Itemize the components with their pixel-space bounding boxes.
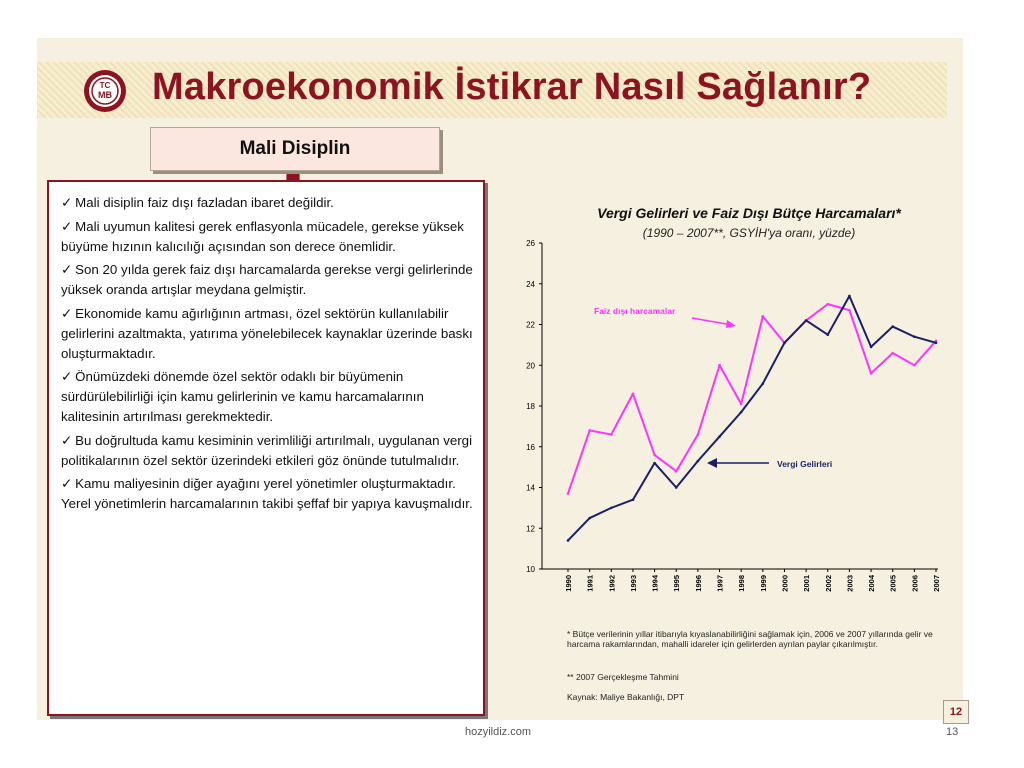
x-tick-label: 1995 [672, 575, 682, 592]
bullet-item: ✓ Son 20 yılda gerek faiz dışı harcamalarda gerekse vergi gelirlerinde yüksek oranda artışlar meydana gelmiştir. [61, 262, 473, 298]
footer-source: hozyildiz.com [465, 726, 532, 738]
y-tick-label: 26 [526, 239, 535, 248]
checkmark-icon: ✓ [61, 262, 73, 278]
y-tick-label: 22 [526, 320, 535, 330]
data-point [891, 352, 894, 355]
section-label-box [150, 127, 440, 171]
line-chart [522, 236, 942, 626]
svg-text:MB: MB [98, 90, 112, 100]
arrow-head-icon [707, 458, 717, 468]
x-tick-label: 2005 [888, 575, 898, 592]
bullet-text-box [47, 180, 485, 716]
footnote-budget: * Bütçe verilerinin yıllar itibarıyla kıyaslanabilirliğini sağlamak için, 2006 ve 2007 yıllarında gelir ve harcama rakamlarından, mahalli idareler için gelirlerden ayrılan paylar çıkarılmıştır. [567, 629, 933, 649]
section-label: Mali Disiplin [239, 138, 351, 159]
data-point [697, 460, 700, 463]
bullet-item: ✓ Önümüzdeki dönemde özel sektör odaklı bir büyümenin sürdürülebilirliği için kamu gelirlerinin ve kamu harcamalarının kalitesinin artırılması gerekmektedir. [61, 369, 424, 424]
y-tick-label: 14 [526, 483, 535, 493]
x-tick-label: 1997 [715, 575, 725, 592]
x-tick-label: 2003 [845, 575, 855, 592]
y-tick-label: 20 [526, 361, 535, 371]
data-point [826, 303, 829, 306]
x-tick-label: 1996 [693, 575, 703, 592]
data-point [675, 486, 678, 489]
chart-title: Vergi Gelirleri ve Faiz Dışı Bütçe Harcamaları* [597, 205, 901, 221]
data-point [848, 309, 851, 312]
footer-page-number: 13 [946, 726, 959, 738]
series-label-arrow [692, 318, 732, 325]
x-tick-label: 1992 [607, 575, 617, 592]
bullet-item: ✓ Ekonomide kamu ağırlığının artması, özel sektörün kullanılabilir gelirlerini azaltmakta, yatırıma yönelebilecek kaynaklar üzerinde baskı oluşturmaktadır. [61, 305, 473, 361]
data-point [783, 342, 786, 345]
y-tick-label: 10 [526, 565, 535, 574]
bullet-item: ✓ Bu doğrultuda kamu kesiminin verimliliği artırılmalı, uygulanan vergi politikalarının özel sektör üzerindeki etkileri göz önünde tutulmalıdır. [61, 432, 473, 468]
x-tick-label: 2000 [780, 575, 790, 592]
data-point [718, 435, 721, 438]
x-tick-label: 1998 [737, 575, 747, 592]
x-tick-label: 1994 [650, 575, 660, 592]
x-tick-label: 2002 [823, 575, 833, 592]
data-point [935, 342, 938, 345]
footnote-estimate: ** 2007 Gerçekleşme Tahmini [567, 672, 679, 682]
data-point [610, 507, 613, 510]
data-point [848, 295, 851, 298]
checkmark-icon: ✓ [61, 195, 73, 210]
y-tick-label: 24 [526, 279, 535, 289]
data-point [588, 429, 591, 432]
data-point [632, 392, 635, 395]
slide-title: Makroekonomik İstikrar Nasıl Sağlanır? [152, 66, 872, 108]
data-point [740, 403, 743, 406]
tcmb-logo-icon [82, 68, 128, 114]
data-point [567, 539, 570, 542]
data-point [891, 325, 894, 328]
data-point [805, 319, 808, 322]
data-point [610, 433, 613, 436]
chart-subtitle: (1990 – 2007**, GSYİH'ya oranı, yüzde) [642, 226, 856, 240]
x-tick-label: 1990 [564, 575, 573, 592]
checkmark-icon: ✓ [61, 432, 73, 448]
checkmark-icon: ✓ [61, 369, 73, 385]
data-point [588, 517, 591, 520]
data-point [653, 462, 656, 465]
data-point [826, 333, 829, 336]
series-label-faiz-disi: Faiz dışı harcamalar [594, 306, 676, 316]
slide-page-number: 12 [943, 700, 969, 724]
footnote-source: Kaynak: Maliye Bakanlığı, DPT [567, 692, 685, 702]
series-label-vergi: Vergi Gelirleri [777, 459, 833, 469]
bullet-item: ✓ Mali disiplin faiz dışı fazladan ibaret değildir. [61, 195, 334, 210]
data-point [740, 411, 743, 414]
x-tick-label: 1993 [628, 575, 638, 592]
data-point [632, 498, 635, 501]
checkmark-icon: ✓ [61, 305, 73, 321]
data-point [913, 335, 916, 338]
data-point [762, 382, 765, 385]
data-point [913, 364, 916, 367]
data-point [697, 433, 700, 436]
y-tick-label: 12 [526, 524, 535, 534]
data-point [675, 470, 678, 473]
arrow-head-icon [726, 320, 736, 328]
x-tick-label: 2004 [867, 575, 877, 592]
data-point [762, 315, 765, 318]
data-point [870, 372, 873, 375]
x-tick-label: 2001 [802, 575, 812, 592]
checkmark-icon: ✓ [61, 218, 73, 234]
checkmark-icon: ✓ [61, 476, 73, 492]
data-point [718, 364, 721, 367]
y-tick-label: 18 [526, 402, 535, 411]
x-tick-label: 2007 [932, 575, 941, 592]
bullet-item: ✓ Kamu maliyesinin diğer ayağını yerel yönetimler oluşturmaktadır. Yerel yönetimlerin harcamalarının takibi şeffaf bir yapıya kavuşmalıdır. [61, 476, 473, 512]
series-line-vergi-gelirleri [568, 296, 936, 540]
x-tick-label: 1999 [758, 575, 768, 592]
data-point [870, 346, 873, 349]
x-tick-label: 2006 [910, 575, 920, 592]
data-point [653, 454, 656, 457]
bullet-item: ✓ Mali uyumun kalitesi gerek enflasyonla mücadele, gerekse yüksek büyüme hızının kalıcılığı açısından son derece önemlidir. [61, 218, 464, 254]
x-tick-label: 1991 [585, 575, 595, 592]
data-point [567, 492, 570, 495]
svg-text:TC: TC [99, 81, 111, 90]
y-tick-label: 16 [526, 442, 535, 452]
